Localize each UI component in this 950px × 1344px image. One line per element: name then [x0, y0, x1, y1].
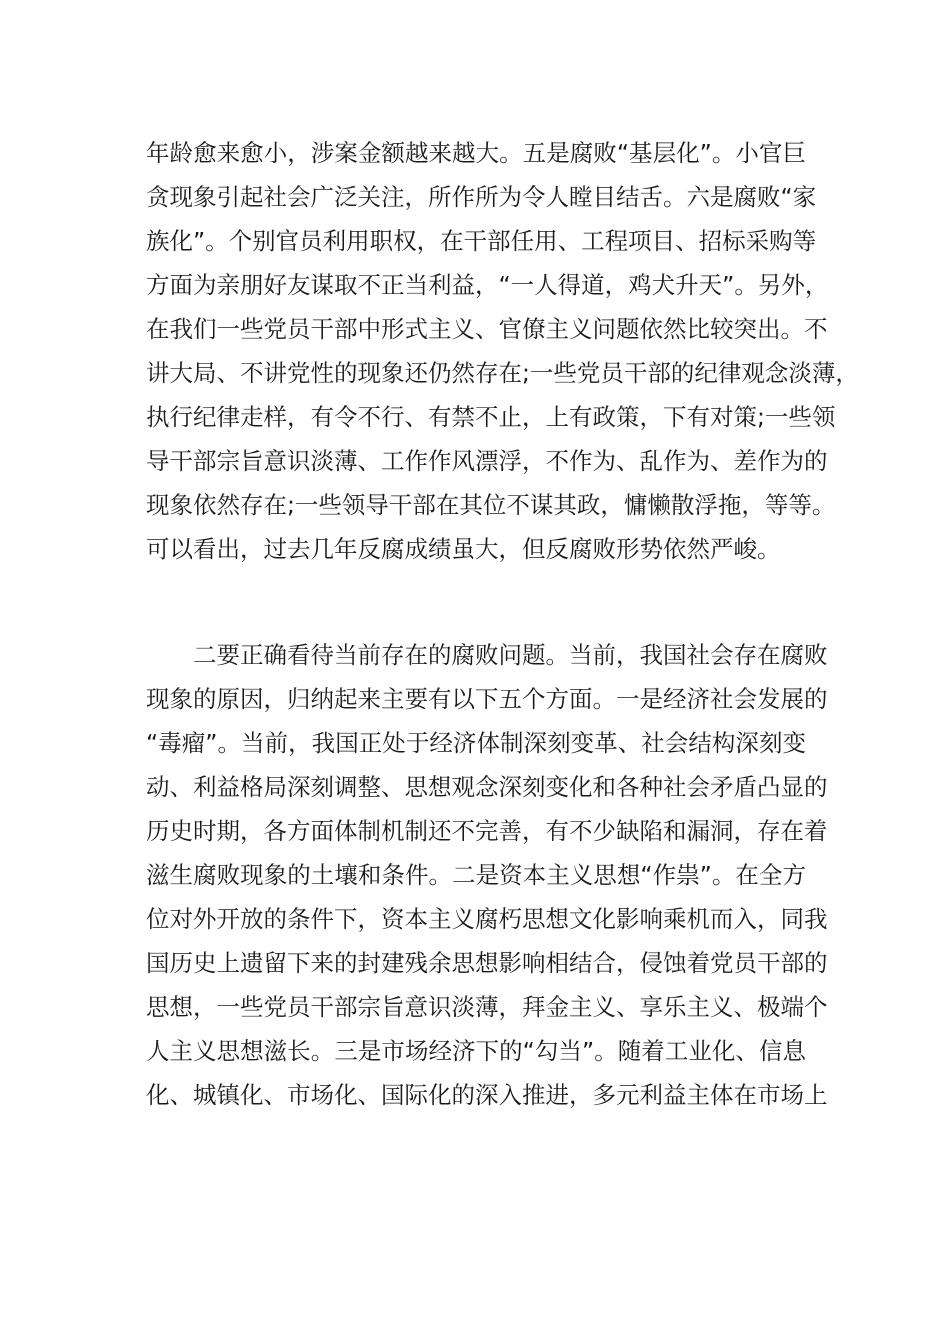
- text-line: 讲大局、不讲党性的现象还仍然存在;一些党员干部的纪律观念淡薄，: [146, 359, 859, 387]
- text-line: 可以看出，过去几年反腐成绩虽大，但反腐败形势依然严峻。: [146, 535, 781, 563]
- paragraph-1: [146, 131, 859, 571]
- text-line: 化、城镇化、市场化、国际化的深入推进，多元利益主体在市场上: [146, 1081, 828, 1109]
- text-line: “毒瘤”。当前，我国正处于经济体制深刻变革、社会结构深刻变: [146, 729, 806, 757]
- text-line: 二要正确看待当前存在的腐败问题。当前，我国社会存在腐败: [193, 641, 828, 669]
- text-line: 方面为亲朋好友谋取不正当利益，“一人得道，鸡犬升天”。另外，: [146, 271, 829, 299]
- text-line: 在我们一些党员干部中形式主义、官僚主义问题依然比较突出。不: [146, 315, 828, 343]
- paragraph-2: [146, 633, 828, 1117]
- text-line: 历史时期，各方面体制机制还不完善，有不少缺陷和漏洞，存在着: [146, 817, 828, 845]
- text-line: 族化”。个别官员利用职权，在干部任用、工程项目、招标采购等: [146, 227, 817, 255]
- text-line: 动、利益格局深刻调整、思想观念深刻变化和各种社会矛盾凸显的: [146, 773, 828, 801]
- text-line: 思想，一些党员干部宗旨意识淡薄，拜金主义、享乐主义、极端个: [146, 993, 828, 1021]
- text-line: 滋生腐败现象的土壤和条件。二是资本主义思想“作祟”。在全方: [146, 861, 806, 889]
- text-line: 国历史上遗留下来的封建残余思想影响相结合，侵蚀着党员干部的: [146, 949, 828, 977]
- text-line: 年龄愈来愈小，涉案金额越来越大。五是腐败“基层化”。小官巨: [146, 139, 806, 167]
- text-line: 现象依然存在;一些领导干部在其位不谋其政，慵懒散浮拖，等等。: [146, 491, 836, 519]
- text-line: 人主义思想滋长。三是市场经济下的“勾当”。随着工业化、信息: [146, 1037, 806, 1065]
- text-line: 导干部宗旨意识淡薄、工作作风漂浮，不作为、乱作为、差作为的: [146, 447, 828, 475]
- text-line: 现象的原因，归纳起来主要有以下五个方面。一是经济社会发展的: [146, 685, 828, 713]
- text-line: 贪现象引起社会广泛关注，所作所为令人瞠目结舌。六是腐败“家: [146, 183, 817, 211]
- text-line: 执行纪律走样，有令不行、有禁不止，上有政策，下有对策;一些领: [146, 403, 836, 431]
- text-line: 位对外开放的条件下，资本主义腐朽思想文化影响乘机而入，同我: [146, 905, 828, 933]
